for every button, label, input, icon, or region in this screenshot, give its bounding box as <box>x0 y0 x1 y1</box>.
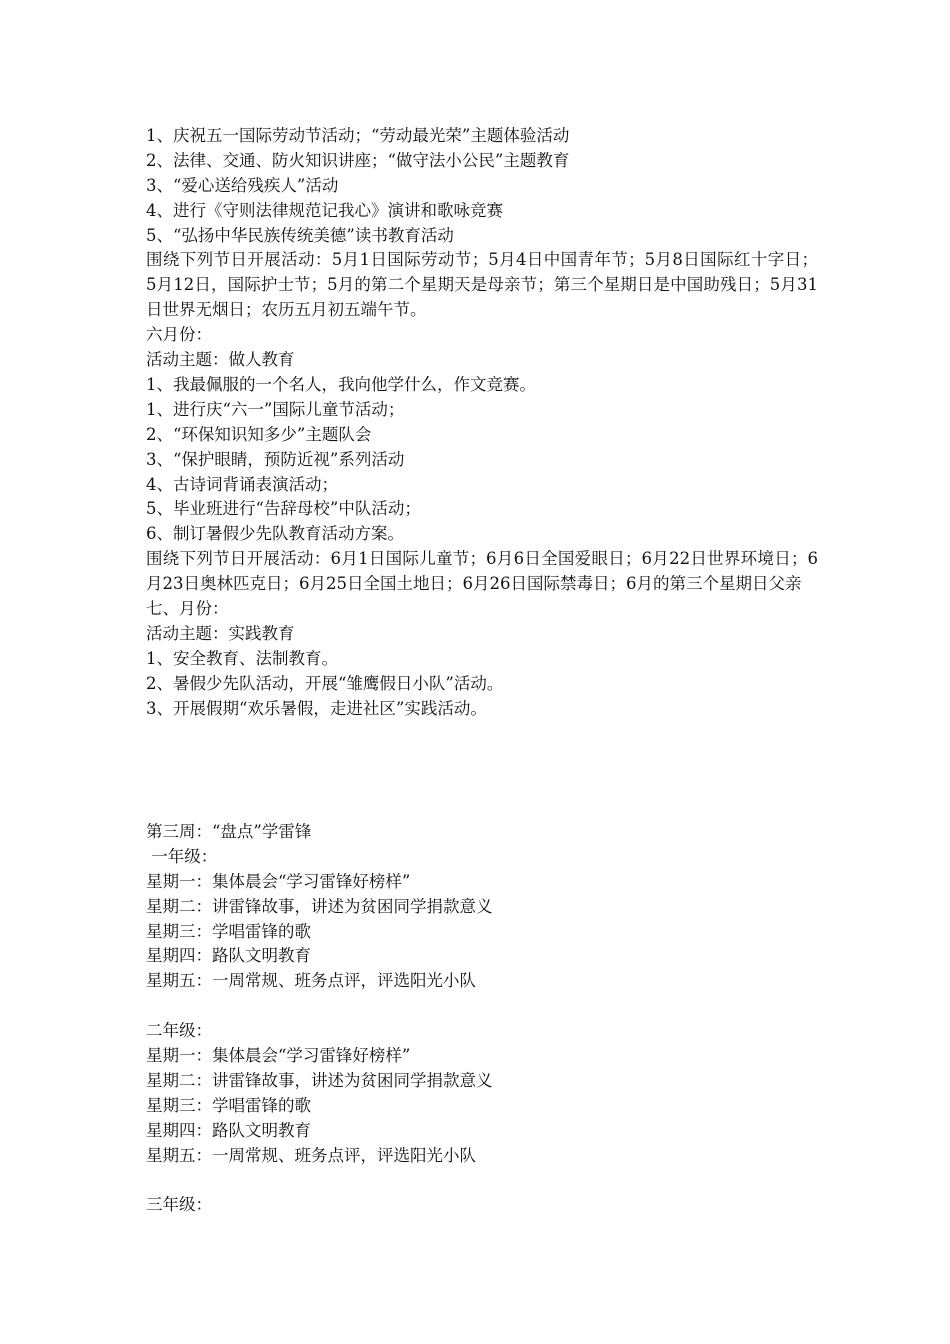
june-heading: 六月份： <box>146 325 212 345</box>
may-festivals-paragraph: 围绕下列节日开展活动：5月1日国际劳动节；5月4日中国青年节；5月8日国际红十字日； 5月12日，国际护士节；5月的第二个星期天是母亲节；第三个星期日是中国助残日；5月31日世界无烟日；农历五月初五端午节。 <box>146 250 818 320</box>
grade1-heading: 一年级： <box>146 846 218 866</box>
may-june-july-section <box>146 124 818 721</box>
grade2-monday: 星期一：集体晨会“学习雷锋好榜样” <box>146 1046 411 1066</box>
june-theme: 活动主题：做人教育 <box>146 350 295 370</box>
spacer <box>146 994 818 1019</box>
grade3-heading: 三年级： <box>146 1195 212 1215</box>
june-item-5: 4、古诗词背诵表演活动； <box>146 474 338 494</box>
may-item-3: 3、“爱心送给残疾人”活动 <box>146 175 339 195</box>
grade2-wednesday: 星期三：学唱雷锋的歌 <box>146 1095 311 1115</box>
june-item-2: 1、进行庆“六一”国际儿童节活动； <box>146 399 405 419</box>
grade2-tuesday: 星期二：讲雷锋故事，讲述为贫困同学捐款意义 <box>146 1070 493 1090</box>
june-item-6: 5、毕业班进行“告辞母校”中队活动； <box>146 499 421 519</box>
may-item-2: 2、法律、交通、防火知识讲座；“做守法小公民”主题教育 <box>146 150 570 170</box>
grade1-thursday: 星期四：路队文明教育 <box>146 946 311 966</box>
july-heading: 七、月份： <box>146 599 229 618</box>
june-item-3: 2、“环保知识知多少”主题队会 <box>146 424 372 444</box>
week-title: 第三周：“盘点”学雷锋 <box>146 822 312 841</box>
july-item-2: 2、暑假少先队活动，开展“雏鹰假日小队”活动。 <box>146 673 504 693</box>
grade2-friday: 星期五：一周常规、班务点评，评选阳光小队 <box>146 1145 476 1165</box>
june-item-4: 3、“保护眼睛，预防近视”系列活动 <box>146 449 405 469</box>
grade1-wednesday: 星期三：学唱雷锋的歌 <box>146 921 311 941</box>
may-item-4: 4、进行《守则法律规范记我心》演讲和歌咏竞赛 <box>146 200 503 220</box>
july-item-3: 3、开展假期“欢乐暑假，走进社区”实践活动。 <box>146 698 487 718</box>
june-festivals-paragraph: 围绕下列节日开展活动：6月1日国际儿童节；6月6日全国爱眼日；6月22日世界环境日；6月23日奥林匹克日；6月25日全国土地日；6月26日国际禁毒日；6月的第三个星期日父亲 <box>146 549 818 594</box>
june-item-7: 6、制订暑假少先队教育活动方案。 <box>146 524 404 544</box>
grade2-heading: 二年级： <box>146 1021 212 1041</box>
spacer <box>146 1168 818 1193</box>
may-item-5: 5、“弘扬中华民族传统美德”读书教育活动 <box>146 225 454 245</box>
third-week-section <box>146 820 818 1218</box>
june-item-1: 1、我最佩服的一个名人，我向他学什么，作文竞赛。 <box>146 374 536 394</box>
grade2-thursday: 星期四：路队文明教育 <box>146 1120 311 1140</box>
grade1-tuesday: 星期二：讲雷锋故事，讲述为贫困同学捐款意义 <box>146 896 493 916</box>
grade1-friday: 星期五：一周常规、班务点评，评选阳光小队 <box>146 971 476 991</box>
grade1-monday: 星期一：集体晨会“学习雷锋好榜样” <box>146 871 411 891</box>
may-item-1: 1、庆祝五一国际劳动节活动；“劳动最光荣”主题体验活动 <box>146 126 570 145</box>
july-theme: 活动主题：实践教育 <box>146 623 295 643</box>
july-item-1: 1、安全教育、法制教育。 <box>146 648 338 668</box>
